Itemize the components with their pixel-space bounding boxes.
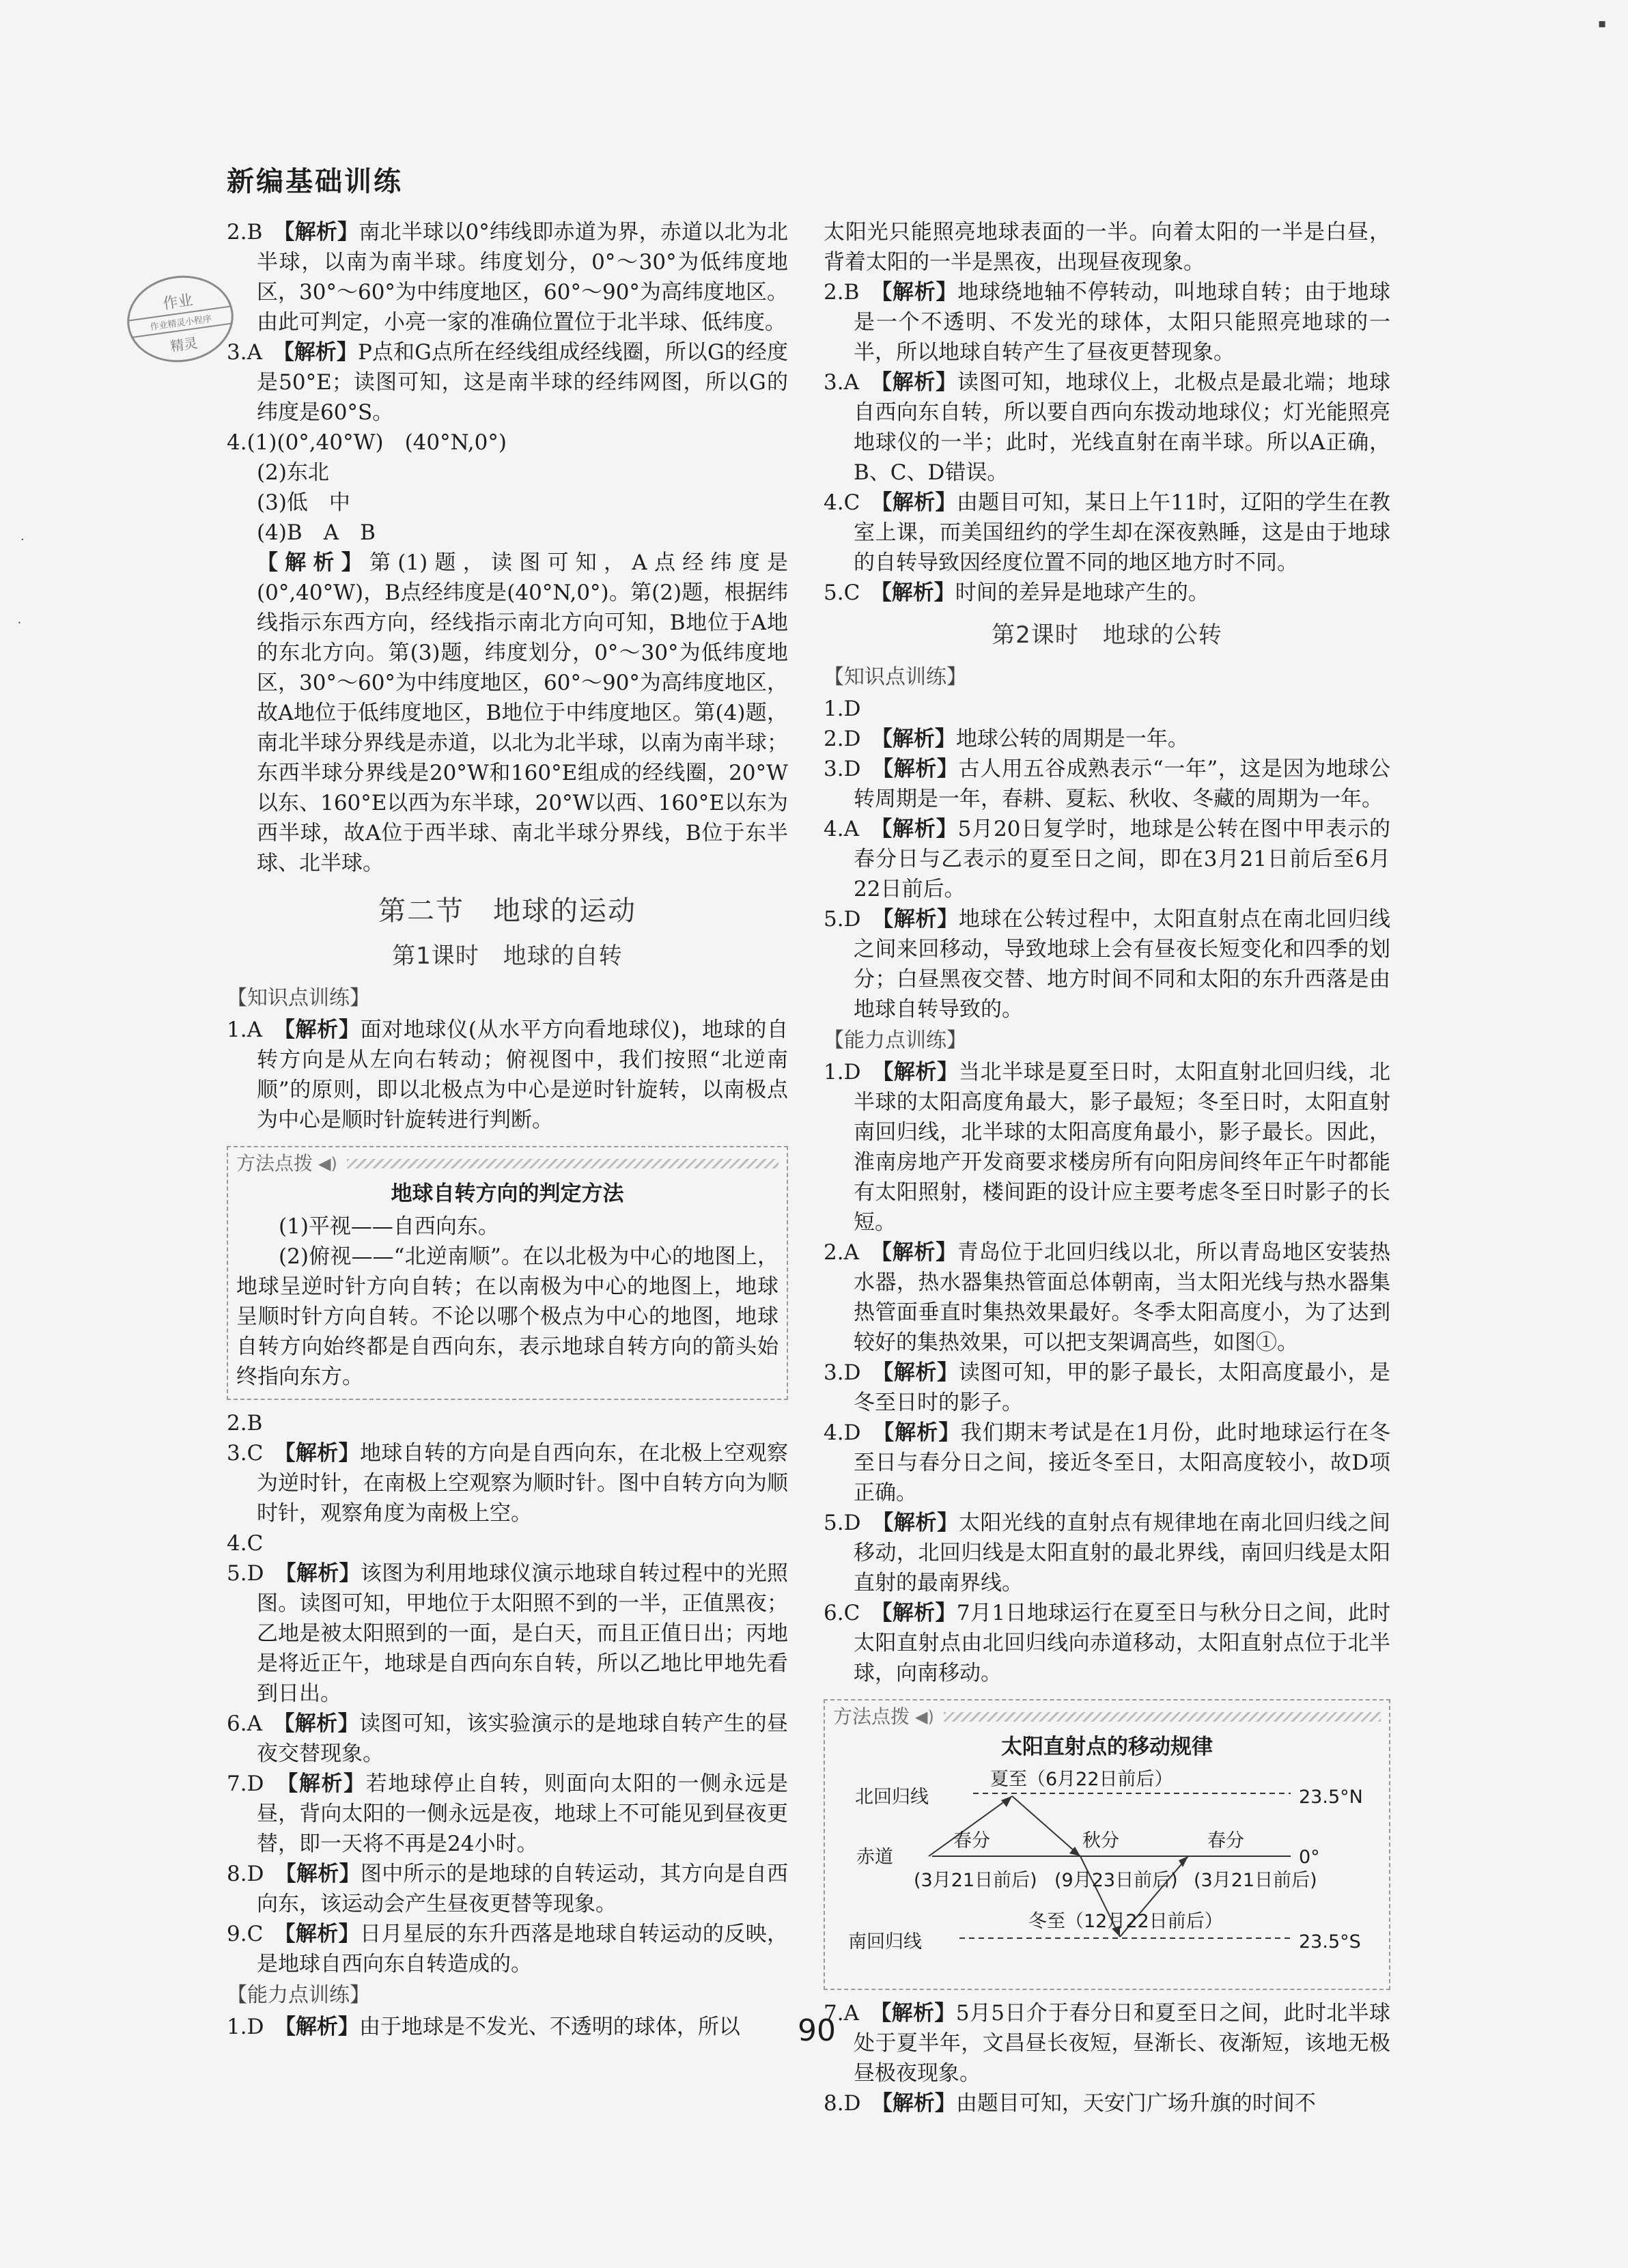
tropic-north-label: 北回归线: [855, 1787, 929, 1808]
answer-item: 2.B: [227, 1411, 263, 1436]
answer-subline: (3)低 中: [257, 490, 350, 515]
analysis-paragraph: 【解析】第(1)题，读图可知，A点经纬度是(0°,40°W)，B点经纬度是(40°N,0°)。第(2)题，根据纬线指示东西方向，经线指示南北方向可知，B地位于A地的东北方向。第(3)题，纬度划分，0°～30°为低纬度地区，30°～60°为中纬度地区，60°～90°为高纬度地区，故A地位于低纬度地区，B地位于中纬度地区。第(4)题，南北半球分界线是赤道，以北为北半球，以南为南半球；东西半球分界线是20°W和160°E组成的经线圈，20°W以东、160°E以西为东半球，20°W以西、160°E以东为西半球，故A位于西半球、南北半球分界线，B位于东半球、北半球。: [257, 550, 788, 876]
tip-paragraph: (2)俯视——“北逆南顺”。在以北极为中心的地图上，地球呈逆时针方向自转；在以南极为中心的地图上，地球呈顺时针方向自转。不论以哪个极点为中心的地图，地球自转方向始终都是自西向东，表示地球自转方向的箭头始终指向东方。: [236, 1244, 778, 1389]
answer-item: 1.D: [824, 697, 861, 721]
stamp-line3: 精灵: [169, 334, 199, 355]
arrowhead: [1001, 1796, 1012, 1807]
continued-text: 太阳光只能照亮地球表面的一半。向着太阳的一半是白昼，背着太阳的一半是黑夜，出现昼夜现象。: [824, 220, 1390, 275]
subsolar-point-diagram: [833, 1765, 1381, 1982]
right-column: [824, 217, 1390, 2118]
page-number: 90: [798, 2013, 836, 2048]
answer-item: 9.C 【解析】日月星辰的东升西落是地球自转运动的反映，是地球自西向东自转造成的。: [227, 1922, 789, 1976]
answer-item: 4.C: [227, 1531, 264, 1556]
equator-label: 赤道: [856, 1847, 893, 1868]
watermark-stamp: [122, 269, 239, 369]
answer-item: 2.B 【解析】南北半球以0°纬线即赤道为界，赤道以北为北半球，以南为南半球。纬度划分，0°～30°为低纬度地区，30°～60°为中纬度地区，60°～90°为高纬度地区。由此可判定，小亮一家的准确位置位于北半球、低纬度。: [227, 220, 789, 335]
ability-tag: 【能力点训练】: [824, 1028, 967, 1052]
spring-label-1: 春分: [953, 1830, 990, 1851]
hatch-decoration: [347, 1159, 778, 1168]
answer-item: 4.D 【解析】我们期末考试是在1月份，此时地球运行在冬至日与春分日之间，接近冬至日，太阳高度较小，故D项正确。: [824, 1420, 1390, 1505]
answer-item: 8.D 【解析】由题目可知，天安门广场升旗的时间不: [824, 2091, 1316, 2116]
answer-item: 4.(1)(0°,40°W) (40°N,0°): [227, 430, 507, 455]
date-label-2: (9月23日前后): [1054, 1870, 1178, 1891]
method-tip-box: [227, 1146, 788, 1400]
winter-solstice-label: 冬至（12月22日前后）: [1028, 1911, 1223, 1932]
spring-label-2: 春分: [1207, 1830, 1244, 1851]
answer-item: 3.C 【解析】地球自转的方向是自西向东，在北极上空观察为逆时针，在南极上空观察为顺时针。图中自转方向为顺时针，观察角度为南极上空。: [227, 1441, 789, 1526]
answer-item: 3.D 【解析】古人用五谷成熟表示“一年”，这是因为地球公转周期是一年，春耕、夏耘、秋收、冬藏的周期为一年。: [824, 757, 1391, 811]
tropic-south-label: 南回归线: [848, 1931, 922, 1952]
sun-movement-tip-box: [824, 1699, 1390, 1990]
arrow-down-line: [1012, 1796, 1080, 1856]
scan-speck: ▪: [1598, 16, 1607, 31]
autumn-label: 秋分: [1082, 1830, 1119, 1851]
answer-item: 4.A 【解析】5月20日复学时，地球是公转在图中甲表示的春分日与乙表示的夏至日之间，即在3月21日前后至6月22日前后。: [824, 817, 1391, 901]
lesson-title: 第2课时 地球的公转: [992, 621, 1222, 649]
answer-subline: (4)B A B: [257, 520, 376, 545]
lesson-title: 第1课时 地球的自转: [392, 942, 623, 970]
answer-item: 5.C 【解析】时间的差异是地球产生的。: [824, 580, 1209, 605]
answer-subline: (2)东北: [257, 460, 329, 485]
knowledge-tag: 【知识点训练】: [227, 986, 370, 1010]
scan-speck: ·: [20, 533, 25, 547]
answer-item: 7.A 【解析】5月5日介于春分日和夏至日之间，此时北半球处于夏半年，文昌昼长夜短，昼渐长、夜渐短，该地无极昼极夜现象。: [824, 2001, 1391, 2086]
answer-item: 6.C 【解析】7月1日地球运行在夏至日与秋分日之间，此时太阳直射点由北回归线向赤道移动，太阳直射点位于北半球，向南移动。: [824, 1601, 1391, 1685]
book-header: 新编基础训练: [227, 166, 403, 197]
date-label-1: (3月21日前后): [914, 1870, 1037, 1891]
answer-item: 2.D 【解析】地球公转的周期是一年。: [824, 727, 1189, 751]
tip-paragraph: (1)平视——自西向东。: [279, 1214, 499, 1239]
answer-item: 2.B 【解析】地球绕地轴不停转动，叫地球自转；由于地球是一个不透明、不发光的球体，太阳只能照亮地球的一半，所以地球自转产生了昼夜更替现象。: [824, 280, 1391, 365]
answer-item: 5.D 【解析】太阳光线的直射点有规律地在南北回归线之间移动，北回归线是太阳直射的最北界线，南回归线是太阳直射的最南界线。: [824, 1511, 1391, 1595]
section-title: 第二节 地球的运动: [378, 895, 636, 927]
answer-item: 6.A 【解析】读图可知，该实验演示的是地球自转产生的昼夜交替现象。: [227, 1711, 789, 1766]
answer-item: 1.D 【解析】由于地球是不发光、不透明的球体，所以: [227, 2015, 740, 2039]
answer-item: 2.A 【解析】青岛位于北回归线以北，所以青岛地区安装热水器，热水器集热管面总体朝南，当太阳光线与热水器集热管面垂直时集热效果最好。冬季太阳高度小，为了达到较好的集热效果，可以把支架调高些，如图①。: [824, 1240, 1391, 1355]
answer-item: 4.C 【解析】由题目可知，某日上午11时，辽阳的学生在教室上课，而美国纽约的学生却在深夜熟睡，这是由于地球的自转导致因经度位置不同的地区地方时不同。: [824, 490, 1391, 575]
lat-south-label: 23.5°S: [1299, 1931, 1361, 1952]
tip-title: 太阳直射点的移动规律: [1001, 1735, 1213, 1759]
lat-north-label: 23.5°N: [1299, 1787, 1363, 1808]
tip-title: 地球自转方向的判定方法: [391, 1181, 624, 1206]
speaker-icon: ◀): [318, 1154, 337, 1173]
stamp-line1: 作业: [162, 292, 195, 313]
scan-speck: ⸱: [18, 616, 21, 630]
tip-label: 方法点拨: [833, 1705, 910, 1728]
answer-item: 1.A 【解析】面对地球仪(从水平方向看地球仪)，地球的自转方向是从左向右转动；俯视图中，我们按照“北逆南顺”的原则，即以北极点为中心是逆时针旋转，以南极点为中心是顺时针旋转进行判断。: [227, 1018, 789, 1132]
stamp-line2: 作业精灵小程序: [128, 306, 232, 339]
answer-item: 3.D 【解析】读图可知，甲的影子最长，太阳高度最小，是冬至日时的影子。: [824, 1360, 1391, 1415]
answer-item: 5.D 【解析】该图为利用地球仪演示地球自转过程中的光照图。读图可知，甲地位于太阳照不到的一半，正值黑夜；乙地是被太阳照到的一面，是白天，而且正值日出；丙地是将近正午，地球是自西向东自转，所以乙地比甲地先看到日出。: [227, 1561, 789, 1706]
left-column: [227, 217, 788, 2042]
answer-item: 1.D 【解析】当北半球是夏至日时，太阳直射北回归线，北半球的太阳高度角最大，影子最短；冬至日时，太阳直射南回归线，北半球的太阳高度角最小，影子最长。因此，淮南房地产开发商要求楼房所有向阳房间终年正午时都能有太阳照射，楼间距的设计应主要考虑冬至日时影子的长短。: [824, 1060, 1391, 1235]
date-label-3: (3月21日前后): [1194, 1870, 1317, 1891]
answer-item: 3.A 【解析】P点和G点所在经线组成经线圈，所以G的经度是50°E；读图可知，这是南半球的经纬网图，所以G的纬度是60°S。: [227, 340, 789, 425]
ability-tag: 【能力点训练】: [227, 1983, 370, 2007]
answer-item: 3.A 【解析】读图可知，地球仪上，北极点是最北端；地球自西向东自转，所以要自西向东拨动地球仪；灯光能照亮地球仪的一半；此时，光线直射在南半球。所以A正确，B、C、D错误。: [824, 370, 1391, 485]
lat-zero-label: 0°: [1299, 1847, 1320, 1868]
knowledge-tag: 【知识点训练】: [824, 665, 967, 689]
hatch-decoration: [944, 1712, 1381, 1722]
answer-item: 7.D 【解析】若地球停止自转，则面向太阳的一侧永远是昼，背向太阳的一侧永远是夜，地球上不可能见到昼夜更替，即一天将不再是24小时。: [227, 1772, 789, 1856]
summer-solstice-label: 夏至（6月22日前后）: [990, 1769, 1173, 1790]
answer-item: 8.D 【解析】图中所示的是地球的自转运动，其方向是自西向东，该运动会产生昼夜更替等现象。: [227, 1862, 789, 1916]
speaker-icon: ◀): [915, 1707, 934, 1726]
tip-label: 方法点拨: [236, 1152, 313, 1175]
answer-item: 5.D 【解析】地球在公转过程中，太阳直射点在南北回归线之间来回移动，导致地球上会有昼夜长短变化和四季的划分；白昼黑夜交替、地方时间不同和太阳的东升西落是由地球自转导致的。: [824, 907, 1391, 1022]
